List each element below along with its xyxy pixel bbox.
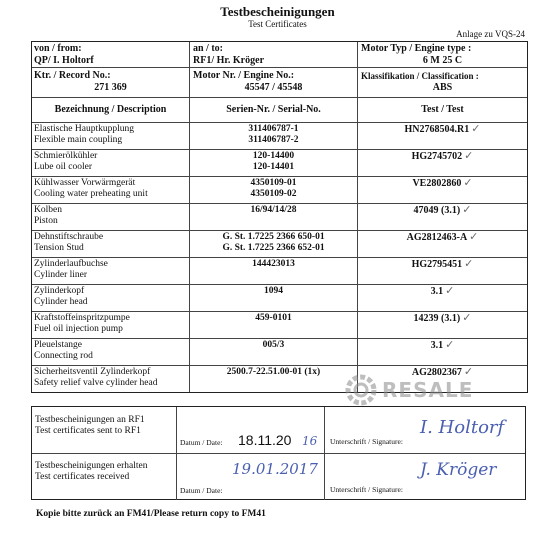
serial-number: 459-0101 [255, 313, 292, 323]
to-value: RF1/ Hr. Kröger [193, 55, 265, 66]
test-certificate-number: 47049 (3.1) [413, 205, 461, 216]
from-label: von / from: [34, 43, 82, 54]
description-en: Piston [34, 216, 58, 226]
engine-type-label: Motor Typ / Engine type : [361, 43, 472, 54]
sent-date: 18.11.20 [238, 432, 292, 448]
check-mark-icon: ✓ [464, 258, 474, 270]
sent-row [32, 407, 525, 454]
serial-number: 311406787-2 [248, 135, 299, 145]
test-certificate-number: 3.1 [430, 286, 444, 297]
resale-watermark [344, 373, 484, 407]
table-row [32, 204, 527, 231]
table-row [32, 150, 527, 177]
sent-label-en: Test certificates sent to RF1 [35, 426, 141, 436]
certificate-table [31, 41, 528, 393]
serial-number: 120-14401 [252, 162, 295, 172]
engine-no-value: 45547 / 45548 [244, 82, 303, 93]
serial-number: 120-14400 [252, 151, 295, 161]
description-de: Zylinderlaufbuchse [34, 259, 108, 269]
record-value: 271 369 [94, 82, 127, 93]
serial-number: 311406787-1 [248, 124, 299, 134]
engine-type-value: 6 M 25 C [422, 55, 463, 66]
table-row [32, 42, 527, 68]
date-label: Datum / Date: [180, 486, 223, 495]
classification-label: Klassifikation / Classification : [361, 71, 479, 81]
table-row [32, 177, 527, 204]
description-en: Flexible main coupling [34, 135, 123, 145]
description-de: Schmierölkühler [34, 151, 98, 161]
test-certificate-number: 3.1 [430, 340, 444, 351]
description-de: Kolben [34, 205, 62, 215]
check-mark-icon: ✓ [445, 285, 455, 297]
signature-box [31, 406, 526, 500]
column-header-row [32, 98, 527, 123]
check-mark-icon: ✓ [463, 177, 473, 189]
serial-number: 1094 [264, 286, 283, 296]
return-instruction: Kopie bitte zurück an FM41/Please return copy to FM41 [36, 509, 266, 519]
to-label: an / to: [193, 43, 223, 54]
received-label-en: Test certificates received [35, 472, 130, 482]
serial-number: 005/3 [262, 340, 285, 350]
items-body [32, 123, 527, 392]
received-label-de: Testbescheinigungen erhalten [35, 461, 148, 471]
table-row [32, 285, 527, 312]
serial-number: G. St. 1.7225 2366 650-01 [222, 232, 325, 242]
description-en: Lube oil cooler [34, 162, 93, 172]
sent-signature: I. Holtorf [420, 417, 505, 438]
engine-no-label: Motor Nr. / Engine No.: [193, 70, 295, 81]
sent-date-handwritten: 16 [302, 434, 318, 448]
description-en: Cooling water preheating unit [34, 189, 148, 199]
document-subtitle: Test Certificates [248, 19, 307, 29]
check-mark-icon: ✓ [464, 150, 474, 162]
serial-number: 4350109-02 [250, 189, 297, 199]
description-de: Pleuelstange [34, 340, 83, 350]
description-de: Elastische Hauptkupplung [34, 124, 134, 134]
description-en: Cylinder liner [34, 270, 88, 280]
signature-label: Unterschrift / Signature: [330, 485, 403, 494]
check-mark-icon: ✓ [469, 231, 479, 243]
signature-label: Unterschrift / Signature: [330, 437, 403, 446]
test-certificate-number: HG2745702 [411, 151, 463, 162]
table-row [32, 312, 527, 339]
table-row [32, 123, 527, 150]
description-de: Sicherheitsventil Zylinderkopf [34, 367, 151, 377]
description-en: Safety relief valve cylinder head [34, 378, 158, 388]
test-certificate-number: AG2812463-A [406, 232, 468, 243]
column-header-serial: Serien-Nr. / Serial-No. [190, 98, 358, 122]
table-row [32, 68, 527, 98]
test-certificate-number: HN2768504.R1 [404, 124, 470, 135]
received-signature: J. Kröger [420, 460, 497, 480]
description-de: Dehnstiftschraube [34, 232, 104, 242]
table-row [32, 258, 527, 285]
check-mark-icon: ✓ [463, 366, 474, 378]
description-en: Tension Stud [34, 243, 84, 253]
description-en: Cylinder head [34, 297, 88, 307]
serial-number: G. St. 1.7225 2366 652-01 [222, 243, 325, 253]
resale-logo-icon [344, 373, 380, 407]
sent-label-de: Testbescheinigungen an RF1 [35, 415, 145, 425]
description-en: Connecting rod [34, 351, 93, 361]
description-de: Kraftstoffeinspritzpumpe [34, 313, 130, 323]
description-de: Zylinderkopf [34, 286, 85, 296]
check-mark-icon: ✓ [445, 339, 455, 351]
check-mark-icon: ✓ [462, 312, 472, 324]
test-certificate-number: AG2802367 [411, 367, 462, 378]
test-certificate-number: 14239 (3.1) [413, 313, 461, 324]
table-row [32, 339, 527, 366]
check-mark-icon: ✓ [462, 204, 472, 216]
serial-number: 2500.7-22.51.00-01 (1x) [226, 367, 321, 377]
annex-reference: Anlage zu VQS-24 [456, 29, 525, 39]
serial-number: 144423013 [252, 259, 295, 269]
watermark-text: RESALE [382, 378, 474, 402]
classification-value: ABS [432, 82, 453, 93]
document-title: Testbescheinigungen [220, 4, 335, 19]
serial-number: 4350109-01 [250, 178, 297, 188]
description-en: Fuel oil injection pump [34, 324, 123, 334]
received-row [32, 454, 525, 500]
received-date-handwritten: 19.01.2017 [232, 460, 318, 478]
from-value: QP/ I. Holtorf [34, 55, 94, 66]
table-row [32, 231, 527, 258]
serial-number: 16/94/14/28 [250, 205, 297, 215]
test-certificate-number: HG2795451 [411, 259, 463, 270]
column-header-test: Test / Test [421, 104, 464, 115]
description-de: Kühlwasser Vorwärmgerät [34, 178, 136, 188]
record-label: Ktr. / Record No.: [34, 70, 111, 81]
column-header-description: Bezeichnung / Description [32, 98, 190, 122]
date-label: Datum / Date: [180, 438, 223, 447]
check-mark-icon: ✓ [471, 123, 481, 135]
test-certificate-number: VE2802860 [412, 178, 462, 189]
